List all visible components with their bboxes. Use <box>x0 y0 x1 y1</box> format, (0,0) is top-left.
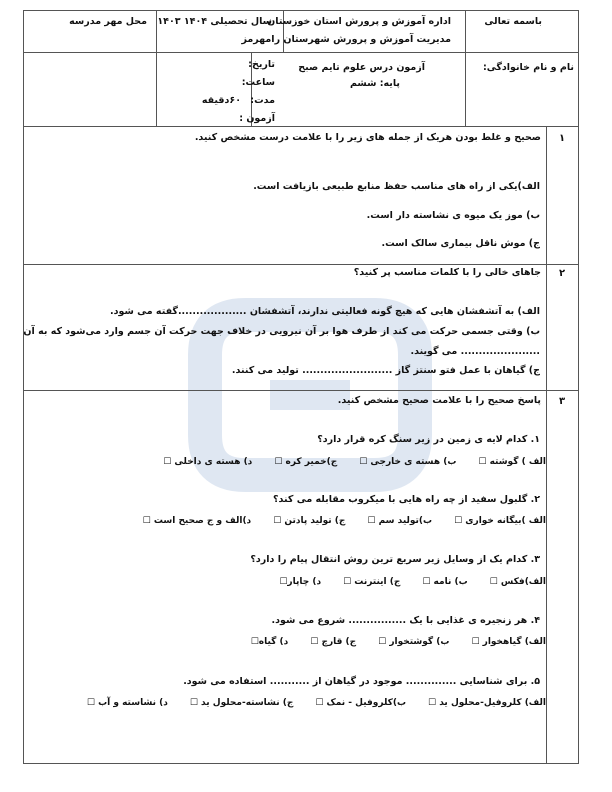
mcq-option[interactable]: ج) تولید پادتن ☐ <box>273 516 346 526</box>
mcq-option[interactable]: الف )بیگانه خواری ☐ <box>454 516 546 526</box>
fill-blank-line: ...................... می گویند. <box>410 346 540 357</box>
basmala: باسمه تعالی <box>484 16 542 27</box>
mcq-options <box>257 578 546 587</box>
mcq-stem: ۱. کدام لایه ی زمین در زیر سنگ کره قرار دارد؟ <box>317 434 540 445</box>
mcq-option[interactable]: ب)تولید سم ☐ <box>367 516 433 526</box>
mcq-stem: ۳. کدام یک از وسایل زیر سریع ترین روش انتقال پیام را دارد؟ <box>250 554 540 565</box>
date-label: تاریخ: <box>248 59 275 70</box>
mcq-stem: ۲. گلبول سفید از چه راه هایی با میکروب مقابله می کند؟ <box>273 494 540 505</box>
question-prompt: جاهای خالی را با کلمات مناسب پر کنید؟ <box>353 267 541 278</box>
school-year: سال تحصیلی ۱۴۰۴ ۱۴۰۳ <box>157 16 272 27</box>
mcq-option[interactable]: د) گیاه☐ <box>250 637 289 647</box>
fill-blank-line: ج) گیاهان با عمل فتو سنتز گاز ......................... تولید می کنند. <box>231 365 540 376</box>
question-prompt: صحیح و غلط بودن هریک از جمله های زیر را با علامت درست مشخص کنید. <box>194 132 541 143</box>
question-prompt: پاسخ صحیح را با علامت صحیح مشخص کنید. <box>337 395 541 406</box>
duration-value: ۶۰دقیقه <box>201 95 241 106</box>
org-line-2: مدیریت آموزش و پرورش شهرستان رامهرمز <box>241 34 451 45</box>
mcq-option[interactable]: ج) اینترنت ☐ <box>343 577 401 587</box>
mcq-option[interactable]: د) نشاسته و آب ☐ <box>86 698 168 708</box>
statement: ب) موز یک میوه ی نشاسته دار است. <box>366 210 540 221</box>
mcq-option[interactable]: الف) کلروفیل-محلول ید ☐ <box>428 698 546 708</box>
question-number: ۳ <box>558 396 566 407</box>
mcq-option[interactable]: الف)فکس ☐ <box>489 577 546 587</box>
examiner-label: آزمون : <box>239 113 275 124</box>
mcq-options <box>229 638 546 647</box>
mcq-stem: ۴. هر زنجیره ی غذایی با یک ................ شروع می شود. <box>271 615 540 626</box>
fill-blank-line: الف) به آتشفشان هایی که هیچ گونه فعالیتی ندارند، آتشفشان ...................گفته می شود. <box>110 306 540 317</box>
statement: الف)یکی از راه های مناسب حفظ منابع طبیعی بازیافت است. <box>253 181 540 192</box>
question-number: ۱ <box>558 133 566 144</box>
mcq-option[interactable]: ج) نشاسته-محلول ید ☐ <box>189 698 294 708</box>
mcq-option[interactable]: ب) گوشتخوار ☐ <box>378 637 450 647</box>
grade-label: پایه: ششم <box>349 78 400 89</box>
org-line-1: اداره آموزش و پرورش استان خوزستان <box>267 16 451 27</box>
mcq-options <box>121 517 546 526</box>
statement: ج) موش ناقل بیماری سالک است. <box>381 238 540 249</box>
school-seal-label: محل مهر مدرسه <box>69 16 147 27</box>
question-number: ۲ <box>558 268 566 279</box>
mcq-option[interactable]: ب) هسته ی خارجی ☐ <box>359 457 457 467</box>
mcq-option[interactable]: ب)کلروفیل - نمک ☐ <box>315 698 407 708</box>
mcq-options <box>141 458 546 467</box>
mcq-option[interactable]: ج)خمیر کره ☐ <box>274 457 338 467</box>
mcq-options <box>65 699 546 708</box>
mcq-option[interactable]: د) هسته ی داخلی ☐ <box>163 457 253 467</box>
exam-title: آزمون درس علوم تایم صبح <box>298 62 425 73</box>
mcq-option[interactable]: الف) گیاهخوار ☐ <box>471 637 546 647</box>
student-name-label: نام و نام خانوادگی: <box>482 62 574 73</box>
mcq-stem: ۵. برای شناسایی .............. موجود در گیاهان از ........... استفاده می شود. <box>183 676 540 687</box>
mcq-option[interactable]: ج) قارچ ☐ <box>310 637 357 647</box>
duration-label: مدت: <box>250 95 275 106</box>
mcq-option[interactable]: د) چاپار☐ <box>279 577 322 587</box>
time-label: ساعت: <box>241 77 275 88</box>
fill-blank-line: ب) وقتی جسمی حرکت می کند از طرف هوا بر آن نیرویی در خلاف جهت حرکت آن جسم وارد می‌شود که به آن <box>23 326 540 337</box>
mcq-option[interactable]: الف ) گوشته ☐ <box>478 457 546 467</box>
mcq-option[interactable]: ب) نامه ☐ <box>422 577 468 587</box>
mcq-option[interactable]: د)الف و ج صحیح است ☐ <box>142 516 252 526</box>
